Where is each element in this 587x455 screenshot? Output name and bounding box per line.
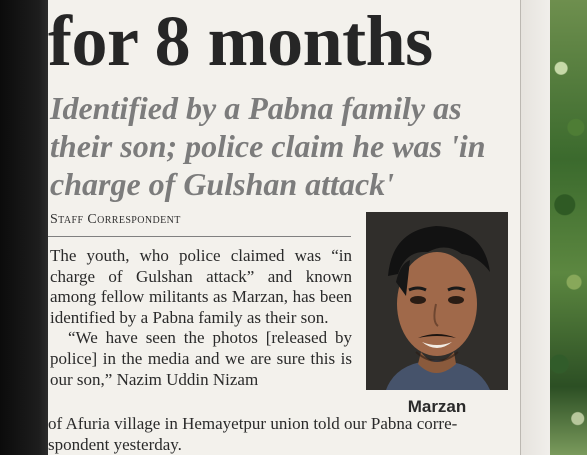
newspaper-page	[48, 0, 520, 455]
paragraph-2-line-1: of Afuria village in Hemayetpur union told our Pabna corre-	[48, 414, 458, 433]
marzan-photo	[366, 212, 508, 390]
paragraph-2: “We have seen the photos [released by police] in the media and we are sure this is our son,” Nazim Uddin Nizam	[50, 328, 352, 389]
headline: for 8 months	[48, 1, 433, 81]
paragraph-1: The youth, who police claimed was “in charge of Gulshan attack” and known among fellow militants as Marzan, has been identified by a Pabna family as their son.	[50, 246, 352, 327]
paragraph-2-line-2: spondent yesterday.	[48, 435, 182, 454]
portrait-image	[366, 212, 508, 390]
article-body-column	[50, 246, 352, 390]
byline-rule	[48, 236, 351, 237]
left-dark-margin	[0, 0, 48, 455]
byline: Staff Correspondent	[50, 212, 181, 227]
photo-caption: Marzan	[407, 397, 467, 416]
subhead: Identified by a Pabna family as their son; police claim he was 'in charge of Gulshan attack'	[50, 90, 486, 202]
adjacent-photo-foliage	[550, 0, 587, 455]
page-edge	[520, 0, 551, 455]
